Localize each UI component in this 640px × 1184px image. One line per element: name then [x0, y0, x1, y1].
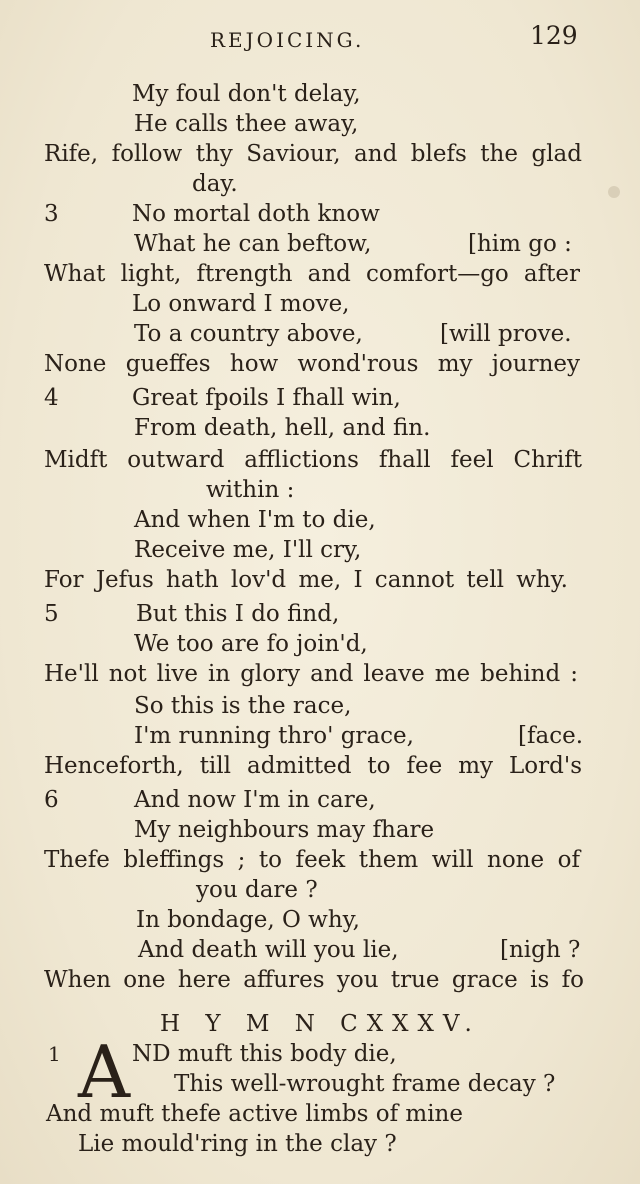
text-line: And muft thefe active limbs of mine	[46, 1101, 463, 1127]
text-line: I'm running thro' grace,	[134, 723, 414, 749]
drop-cap: A	[78, 1030, 130, 1114]
text-line: Lie mould'ring in the clay ?	[78, 1131, 397, 1157]
text-line: In bondage, O why,	[136, 907, 360, 933]
text-line: For Jefus hath lov'd me, I cannot tell why.	[44, 567, 568, 593]
text-line: My foul don't delay,	[132, 81, 361, 107]
text-line: [face.	[518, 723, 584, 749]
text-line: Henceforth, till admitted to fee my Lord's	[44, 753, 582, 779]
text-line: And now I'm in care,	[134, 787, 376, 813]
verse-number: 4	[44, 385, 59, 411]
text-line: Rife, follow thy Saviour, and blefs the glad	[44, 141, 582, 167]
verse-number: 1	[48, 1042, 61, 1066]
text-line: From death, hell, and fin.	[134, 415, 431, 441]
text-line: Lo onward I move,	[132, 291, 350, 317]
text-line: And when I'm to die,	[134, 507, 376, 533]
text-line: This well-wrought frame decay ?	[174, 1071, 556, 1097]
verse-number: 3	[44, 201, 59, 227]
text-line: [him go :	[468, 231, 572, 257]
hymn-heading: H Y M N CXXXV.	[160, 1011, 481, 1037]
verse-number: 6	[44, 787, 59, 813]
text-line: And death will you lie,	[138, 937, 399, 963]
text-line: None gueffes how wond'rous my journey	[44, 351, 580, 377]
text-line: ND muft this body die,	[132, 1041, 397, 1067]
text-line: [will prove.	[440, 321, 572, 347]
text-line: within :	[206, 477, 295, 503]
text-line: He calls thee away,	[134, 111, 359, 137]
text-line: To a country above,	[134, 321, 363, 347]
text-line: What light, ftrength and comfort—go after	[44, 261, 580, 287]
verse-number: 5	[44, 601, 59, 627]
text-line: When one here affures you true grace is fo	[44, 967, 584, 993]
text-line: So this is the race,	[134, 693, 352, 719]
text-line: [nigh ?	[500, 937, 581, 963]
page-number: 129	[530, 21, 578, 50]
text-line: He'll not live in glory and leave me behind :	[44, 661, 578, 687]
text-line: No mortal doth know	[132, 201, 380, 227]
text-line: Midft outward afflictions fhall feel Chrift	[44, 447, 582, 473]
text-line: Great fpoils I fhall win,	[132, 385, 401, 411]
text-line: My neighbours may fhare	[134, 817, 435, 843]
text-line: We too are fo join'd,	[134, 631, 368, 657]
text-line: Thefe bleffings ; to feek them will none of	[44, 847, 580, 873]
text-line: But this I do find,	[136, 601, 340, 627]
text-line: you dare ?	[196, 877, 318, 903]
running-header: REJOICING.	[210, 28, 365, 52]
text-line: Receive me, I'll cry,	[134, 537, 362, 563]
paper-stain	[608, 186, 620, 198]
text-line: day.	[192, 171, 238, 197]
text-line: What he can beftow,	[134, 231, 372, 257]
